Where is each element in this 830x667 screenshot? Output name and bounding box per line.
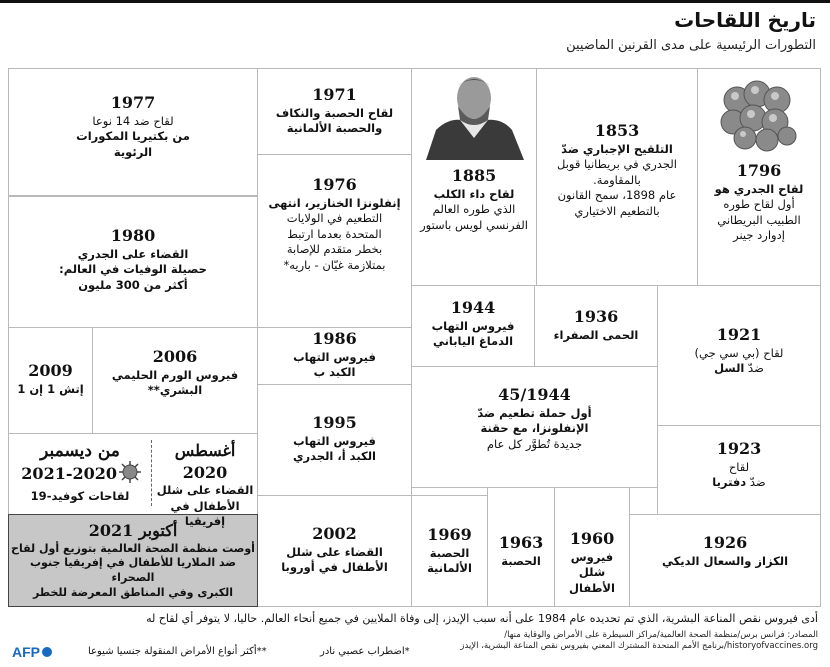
year-label: 1921: [716, 325, 762, 344]
year-label: 2021-2020: [21, 463, 117, 483]
event-text: ضد الملاريا للأطفال في إفريقيا جنوب الصحراء: [30, 556, 236, 585]
event-text: جديدة تُطوَّر كل عام: [486, 436, 583, 451]
page-subtitle: التطورات الرئيسية على مدى القرنين الماضيين: [566, 38, 816, 53]
event-text: لقاحات كوفيد-19: [30, 488, 130, 503]
event-text: لقاح الجدري هو: [714, 181, 804, 196]
year-label: 1926: [702, 533, 748, 552]
event-text: من بكتيريا المكورات: [76, 129, 190, 144]
year-label: 1963: [498, 533, 544, 552]
event-text: الجدري في بريطانيا قوبل: [557, 157, 677, 172]
year-label: أغسطس: [174, 441, 236, 460]
sources-line-1: المصادر: فرانس برس/منظمة الصحة العالمية/مراكز السيطرة على الأمراض والوقاية منها/: [504, 630, 818, 640]
year-label: 1923: [716, 439, 762, 458]
event-1971: [258, 84, 411, 137]
year-label: 1971: [312, 85, 357, 104]
event-text: بالتطعيم الاختياري: [574, 203, 660, 218]
event-text: الكبرى وفي المناطق المعرضة للخطر: [32, 586, 234, 600]
year-label: 1969: [427, 525, 472, 544]
event-1977: [9, 92, 257, 160]
event-1976: [258, 174, 411, 273]
footnote-2: **أكثر أنواع الأمراض المنقولة جنسيا شيوعا: [88, 646, 267, 657]
event-dec-2020: [9, 440, 151, 504]
event-text: الحصبة: [501, 553, 541, 568]
year-label: 1853: [594, 121, 640, 140]
afp-logo-text: AFP: [12, 644, 40, 660]
event-text: الذي طوره العالم: [432, 202, 516, 217]
year-label: 1960: [569, 529, 615, 548]
afp-logo: [12, 644, 52, 660]
sources-line-2: historyofvaccines.org/برنامج الأمم المتحدة المشترك المعني بفيروس نقص المناعة البشرية، الإيدز: [460, 641, 818, 651]
event-text: أوصت منظمة الصحة العالمية بتوزيع أول لقاح: [11, 541, 255, 555]
event-text: الفرنسي لويس باستور: [420, 217, 528, 232]
event-text: فيروس الورم الحليمي: [111, 367, 239, 382]
event-text: لقاح داء الكلب: [433, 186, 515, 201]
event-text: فيروس التهاب: [431, 318, 515, 333]
year-label: 2002: [312, 524, 357, 543]
event-text: الرئوية: [113, 144, 153, 159]
smallpox-virus-illustration: [717, 78, 801, 153]
event-text: فيروس: [570, 549, 614, 564]
event-2009: [9, 360, 92, 397]
year-label: 2006: [152, 347, 198, 366]
event-1944-45: [412, 384, 657, 452]
event-text: الدماغ الياباني: [432, 334, 514, 349]
event-1986: [258, 328, 411, 381]
year-label: 1796: [736, 161, 782, 180]
footnote-1: *اضطراب عصبي نادر: [320, 646, 410, 657]
event-text: المتحدة بعدما ارتبط: [287, 226, 382, 241]
event-text: الأطفال في أوروبا: [281, 560, 388, 575]
event-text: التلقيح الإجباري ضدّ: [561, 141, 673, 156]
event-text-part: ضدّ: [749, 475, 766, 490]
event-text: الكزاز والسعال الديكي: [661, 553, 789, 568]
event-text: حصيلة الوفيات في العالم:: [59, 262, 207, 277]
afp-logo-dot: [42, 647, 52, 657]
event-1944: [412, 297, 534, 350]
event-text: أكثر من 300 مليون: [78, 277, 188, 292]
year-label: 45/1944: [498, 385, 571, 404]
event-1796: [698, 160, 820, 244]
event-1995: [258, 412, 411, 465]
event-text: الألمانية: [427, 561, 472, 576]
year-label: 1944: [450, 298, 496, 317]
event-text: القضاء على شلل: [286, 544, 383, 559]
event-text: التطعيم في الولايات: [286, 211, 383, 226]
event-text: [658, 361, 820, 377]
event-text: الأطفال في إفريقيا: [170, 498, 240, 529]
event-1960: [555, 528, 629, 596]
event-text-part: ضدّ: [748, 361, 764, 376]
year-label: 1976: [312, 175, 357, 194]
event-1980: [9, 225, 257, 293]
year-label: 1995: [312, 413, 357, 432]
event-1853: [537, 120, 697, 219]
event-text: بخطر متقدم للإصابة: [286, 242, 383, 257]
event-text: إدوارد جينر: [733, 228, 785, 243]
year-label: 1977: [110, 93, 156, 112]
event-text: لقاح ضد 14 نوعا: [92, 113, 174, 128]
event-text: لقاح الحصبة والنكاف: [275, 105, 394, 120]
event-2002: [258, 523, 411, 576]
event-text: الكبد ب: [313, 365, 356, 380]
event-1926: [630, 532, 820, 569]
hiv-note: أدى فيروس نقص المناعة البشرية، الذي تم تحديده عام 1984 على أنه سبب الإيدز، إلى وفاة الملايين في جميع أنحاء العالم. حاليا، لا يتوفر أي لقاح له: [146, 612, 818, 625]
event-text: فيروس التهاب: [293, 433, 376, 448]
event-text: عام 1898، سمح القانون: [557, 188, 677, 203]
event-text: أول لقاح طوره: [723, 197, 795, 212]
event-aug-2020: [152, 440, 258, 530]
year-label: من ديسمبر: [40, 441, 120, 461]
year-label: 1980: [110, 226, 156, 245]
event-text: الطبيب البريطاني: [717, 212, 801, 227]
event-1963: [488, 532, 554, 569]
event-text: لقاح: [728, 459, 750, 474]
event-text: [658, 475, 820, 491]
event-text: الإنفلونزا، مع حقنة: [480, 421, 589, 436]
event-1923: [658, 438, 820, 491]
event-text: الكبد أ، الجدري: [293, 449, 376, 464]
event-text: إنفلونزا الخنازير، انتهى: [268, 195, 401, 210]
event-text: القضاء على الجدري: [77, 246, 189, 261]
event-text: أول حملة تطعيم ضدّ: [477, 405, 592, 420]
event-1921: [658, 324, 820, 377]
event-text: القضاء على شلل: [156, 483, 254, 498]
event-text: شلل الأطفال: [569, 565, 615, 595]
year-label: أكتوبر 2021: [88, 521, 178, 540]
year-label: 1936: [573, 307, 619, 326]
pasteur-portrait: [418, 70, 530, 160]
year-label: 2020: [182, 462, 228, 482]
event-text: الحمى الصفراء: [553, 327, 639, 342]
event-text: والحصبة الألمانية: [286, 121, 383, 136]
event-text: الحصبة: [429, 545, 470, 560]
event-text: فيروس التهاب: [293, 349, 376, 364]
event-text: إتش 1 إن 1: [17, 381, 84, 396]
event-1969: [412, 524, 487, 577]
event-1885: [412, 165, 536, 233]
event-oct-2021: [9, 520, 257, 601]
event-text: لقاح (بي سي جي): [694, 345, 784, 360]
year-label: 1986: [312, 329, 357, 348]
year-label: 2009: [28, 361, 73, 380]
year-label: 1885: [451, 166, 497, 185]
event-text: البشري**: [147, 383, 203, 398]
event-text: بمتلازمة غيّان - باريه*: [283, 257, 386, 272]
event-1936: [535, 306, 657, 343]
event-text-part: السل: [714, 361, 745, 376]
event-2006: [93, 346, 257, 399]
event-text-part: دفتريا: [712, 475, 747, 490]
event-text: بالمقاومة.: [593, 172, 641, 187]
page-title: تاريخ اللقاحات: [674, 8, 816, 32]
